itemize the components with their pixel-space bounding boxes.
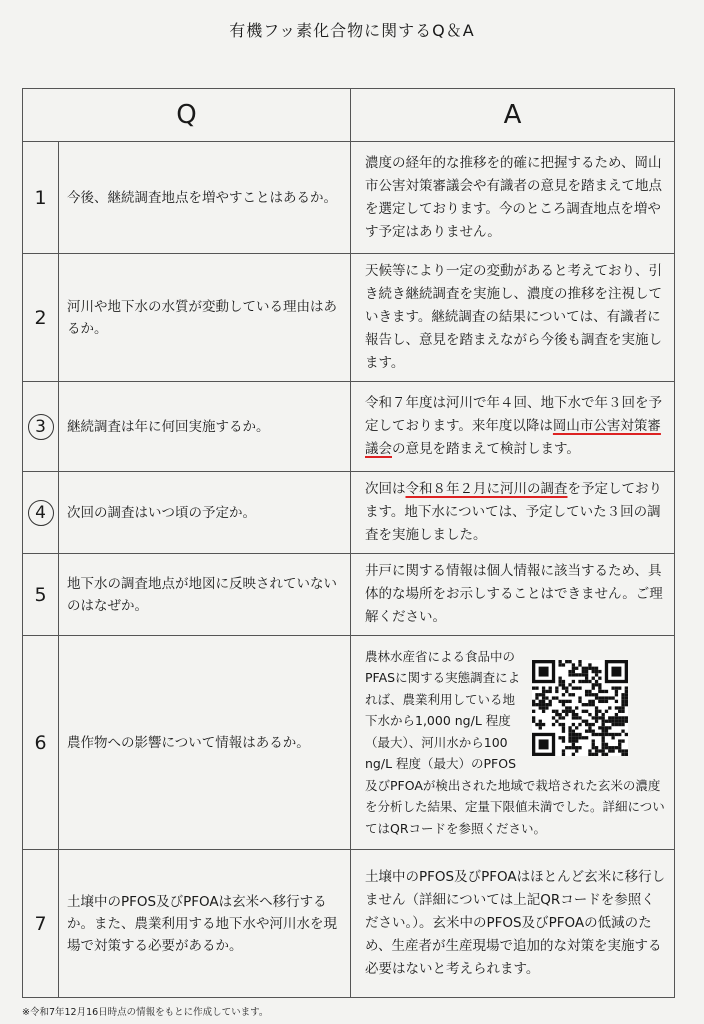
question-cell: 土壌中のPFOS及びPFOAは玄米へ移行するか。また、農業利用する地下水や河川水を現場で対策する必要があるか。 bbox=[59, 850, 351, 998]
question-cell: 河川や地下水の水質が変動している理由はあるか。 bbox=[59, 254, 351, 382]
answer-cell: 天候等により一定の変動があると考えており、引き続き継続調査を実施し、濃度の推移を注視していきます。継続調査の結果については、有識者に報告し、意見を踏まえながら今後も調査を実施します。 bbox=[351, 254, 675, 382]
answer-cell: 濃度の経年的な推移を的確に把握するため、岡山市公害対策審議会や有識者の意見を踏まえて地点を選定しております。今のところ調査地点を増やす予定はありません。 bbox=[351, 142, 675, 254]
answer-cell bbox=[351, 382, 675, 472]
answer-cell: 土壌中のPFOS及びPFOAはほとんど玄米に移行しません（詳細については上記QRコードを参照ください。）。玄米中のPFOS及びPFOAの低減のため、生産者が生産現場で追加的な対策を実施する必要はないと考えられます。 bbox=[351, 850, 675, 998]
table-row bbox=[23, 254, 675, 382]
table-row bbox=[23, 850, 675, 998]
row-number-cell bbox=[23, 472, 59, 554]
answer-text: を予定しております。地下水については、予定していた３回の調査を実施しました。 bbox=[365, 481, 662, 543]
row-number: 1 bbox=[23, 142, 59, 254]
answer-cell: 井戸に関する情報は個人情報に該当するため、具体的な場所をお示しすることはできません。ご理解ください。 bbox=[351, 554, 675, 636]
row-number: 6 bbox=[23, 636, 59, 850]
table-row bbox=[23, 636, 675, 850]
row-number: 5 bbox=[23, 554, 59, 636]
answer-cell bbox=[351, 636, 675, 850]
question-cell: 継続調査は年に何回実施するか。 bbox=[59, 382, 351, 472]
answer-text: の意見を踏まえて検討します。 bbox=[392, 441, 580, 457]
qr-code[interactable] bbox=[532, 660, 628, 763]
table-row bbox=[23, 554, 675, 636]
header-a: A bbox=[351, 89, 675, 142]
question-cell: 農作物への影響について情報はあるか。 bbox=[59, 636, 351, 850]
question-cell: 次回の調査はいつ頃の予定か。 bbox=[59, 472, 351, 554]
red-underlined-text: 岡山市公害対策審議会 bbox=[365, 418, 661, 457]
answer-text: 農林水産省による食品中のPFASに関する実態調査によれば、農業利用している地下水から1,000 ng/L 程度（最大）、河川水から100 ng/L 程度（最大）のPFOS及びPFOAが検出された地域で栽培された玄米の濃度を分析した結果、定量下限値未満でした。詳細についてはQRコードを参照ください。 bbox=[365, 648, 665, 836]
footnote: ※令和7年12月16日時点の情報をもとに作成しています。 bbox=[22, 1007, 269, 1018]
answer-cell bbox=[351, 472, 675, 554]
table-row bbox=[23, 142, 675, 254]
header-q: Q bbox=[23, 89, 351, 142]
circled-number-mark: 3 bbox=[28, 414, 54, 440]
question-cell: 今後、継続調査地点を増やすことはあるか。 bbox=[59, 142, 351, 254]
answer-text: 次回は bbox=[365, 481, 406, 497]
red-underlined-text: 令和８年２月に河川の調査 bbox=[405, 481, 568, 497]
row-number: 7 bbox=[23, 850, 59, 998]
table-header-row bbox=[23, 89, 675, 142]
qa-table bbox=[22, 88, 675, 998]
circled-number-mark: 4 bbox=[28, 500, 54, 526]
qr-code-icon bbox=[532, 660, 628, 756]
row-number-cell bbox=[23, 382, 59, 472]
table-row bbox=[23, 472, 675, 554]
question-cell: 地下水の調査地点が地図に反映されていないのはなぜか。 bbox=[59, 554, 351, 636]
answer-text: 令和７年度は河川で年４回、地下水で年３回を予定しております。来年度以降は bbox=[365, 395, 662, 434]
page-title: 有機フッ素化合物に関するQ＆A bbox=[229, 21, 475, 40]
table-row bbox=[23, 382, 675, 472]
row-number: 2 bbox=[23, 254, 59, 382]
